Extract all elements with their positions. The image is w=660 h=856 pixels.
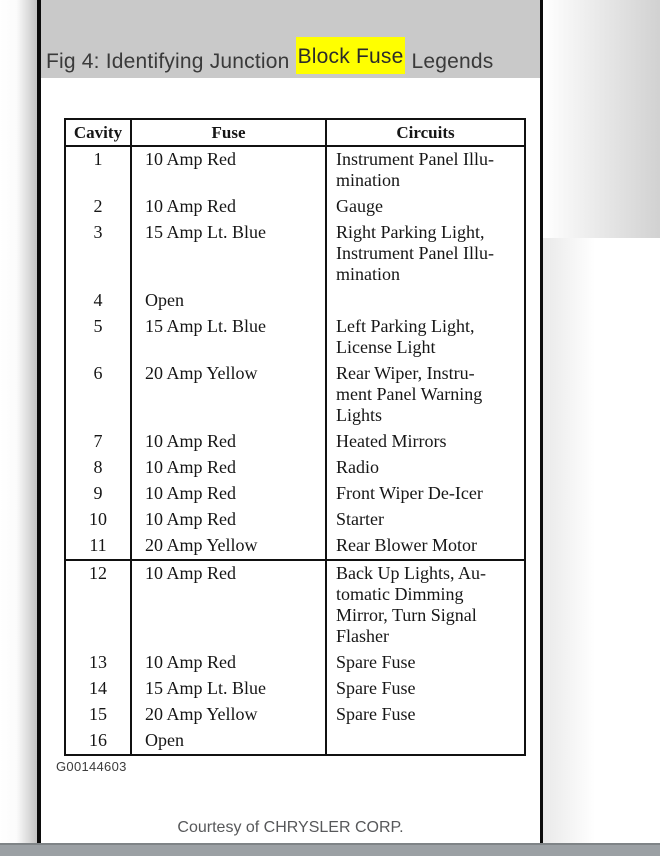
circuits-cell: [326, 220, 525, 288]
cavity-cell: 6: [65, 361, 131, 429]
circuits-cell: [326, 288, 525, 314]
scan-corner-shade: [543, 0, 660, 238]
circuit-line: Front Wiper De-Icer: [336, 483, 483, 503]
cavity-cell: 7: [65, 429, 131, 455]
circuits-cell: [326, 146, 525, 194]
fuse-cell: 20 Amp Yellow: [131, 702, 326, 728]
table-row: [65, 361, 525, 429]
cavity-cell: 4: [65, 288, 131, 314]
fuse-cell: 10 Amp Red: [131, 429, 326, 455]
cavity-cell: 1: [65, 146, 131, 194]
table-row: [65, 146, 525, 194]
table-row: [65, 650, 525, 676]
fuse-cell: Open: [131, 288, 326, 314]
fuse-cell: 20 Amp Yellow: [131, 361, 326, 429]
circuit-line: Rear Blower Motor: [336, 535, 477, 555]
fuse-legend-table: [64, 118, 526, 756]
cavity-cell: 5: [65, 314, 131, 361]
circuits-cell: [326, 650, 525, 676]
cavity-cell: 11: [65, 533, 131, 560]
circuit-line: Instrument Panel Illu-: [336, 149, 494, 169]
circuit-line: Spare Fuse: [336, 678, 416, 698]
fuse-cell: 10 Amp Red: [131, 560, 326, 650]
cavity-cell: 8: [65, 455, 131, 481]
circuits-cell: [326, 361, 525, 429]
fuse-cell: 10 Amp Red: [131, 194, 326, 220]
table-row: [65, 288, 525, 314]
cavity-cell: 15: [65, 702, 131, 728]
cavity-cell: 14: [65, 676, 131, 702]
circuit-line: Gauge: [336, 196, 383, 216]
cavity-cell: 3: [65, 220, 131, 288]
fuse-cell: 10 Amp Red: [131, 481, 326, 507]
figure-id: G00144603: [56, 759, 127, 774]
circuits-cell: [326, 676, 525, 702]
fuse-cell: 10 Amp Red: [131, 455, 326, 481]
fuse-cell: 20 Amp Yellow: [131, 533, 326, 560]
circuit-line: Lights: [336, 405, 383, 425]
circuits-cell: [326, 429, 525, 455]
page-edge-shadow-right: [543, 0, 660, 843]
fuse-cell: 10 Amp Red: [131, 650, 326, 676]
circuit-line: Instrument Panel Illu-: [336, 243, 494, 263]
circuit-line: ment Panel Warning: [336, 384, 483, 404]
fuse-table-body: [65, 146, 525, 755]
circuit-line: Rear Wiper, Instru-: [336, 363, 475, 383]
circuits-cell: [326, 728, 525, 755]
cavity-cell: 13: [65, 650, 131, 676]
page-border-left: [37, 0, 41, 843]
column-header-fuse: Fuse: [131, 119, 326, 146]
table-row: [65, 533, 525, 560]
table-row: [65, 676, 525, 702]
circuits-cell: [326, 702, 525, 728]
circuits-cell: [326, 455, 525, 481]
circuit-line: Left Parking Light,: [336, 316, 475, 336]
table-row: [65, 728, 525, 755]
figure-title-text: Fig 4: Identifying Junction: [46, 50, 296, 73]
figure-title-bar: [41, 0, 540, 78]
figure-title-suffix: Legends: [405, 50, 494, 73]
table-row: [65, 481, 525, 507]
fuse-cell: 10 Amp Red: [131, 146, 326, 194]
table-row: [65, 194, 525, 220]
table-row: [65, 455, 525, 481]
cavity-cell: 16: [65, 728, 131, 755]
bottom-bar: [0, 843, 660, 856]
circuit-line: License Light: [336, 337, 436, 357]
circuit-line: tomatic Dimming: [336, 584, 464, 604]
scan-band-shade: [543, 238, 595, 843]
circuit-line: Flasher: [336, 626, 389, 646]
table-row: [65, 429, 525, 455]
circuit-line: Mirror, Turn Signal: [336, 605, 477, 625]
circuits-cell: [326, 481, 525, 507]
circuit-line: mination: [336, 170, 400, 190]
circuits-cell: [326, 507, 525, 533]
cavity-cell: 12: [65, 560, 131, 650]
search-highlight: Block Fuse: [296, 37, 406, 74]
circuit-line: Starter: [336, 509, 384, 529]
fuse-cell: 15 Amp Lt. Blue: [131, 676, 326, 702]
table-header-row: [65, 119, 525, 146]
circuit-line: Radio: [336, 457, 379, 477]
fuse-cell: Open: [131, 728, 326, 755]
fuse-cell: 10 Amp Red: [131, 507, 326, 533]
table-row: [65, 220, 525, 288]
circuit-line: Spare Fuse: [336, 704, 416, 724]
circuit-line: Back Up Lights, Au-: [336, 563, 486, 583]
circuits-cell: [326, 560, 525, 650]
circuits-cell: [326, 314, 525, 361]
circuits-cell: [326, 194, 525, 220]
courtesy-line: Courtesy of CHRYSLER CORP.: [177, 819, 404, 836]
circuit-line: mination: [336, 264, 400, 284]
circuit-line: Heated Mirrors: [336, 431, 447, 451]
fuse-cell: 15 Amp Lt. Blue: [131, 314, 326, 361]
table-row: [65, 507, 525, 533]
page-edge-shadow-left: [0, 0, 37, 843]
table-row: [65, 702, 525, 728]
circuits-cell: [326, 533, 525, 560]
circuit-line: Right Parking Light,: [336, 222, 485, 242]
column-header-cavity: Cavity: [65, 119, 131, 146]
cavity-cell: 9: [65, 481, 131, 507]
table-row: [65, 314, 525, 361]
table-row: [65, 560, 525, 650]
cavity-cell: 10: [65, 507, 131, 533]
fuse-cell: 15 Amp Lt. Blue: [131, 220, 326, 288]
cavity-cell: 2: [65, 194, 131, 220]
circuit-line: Spare Fuse: [336, 652, 416, 672]
column-header-circuits: Circuits: [326, 119, 525, 146]
